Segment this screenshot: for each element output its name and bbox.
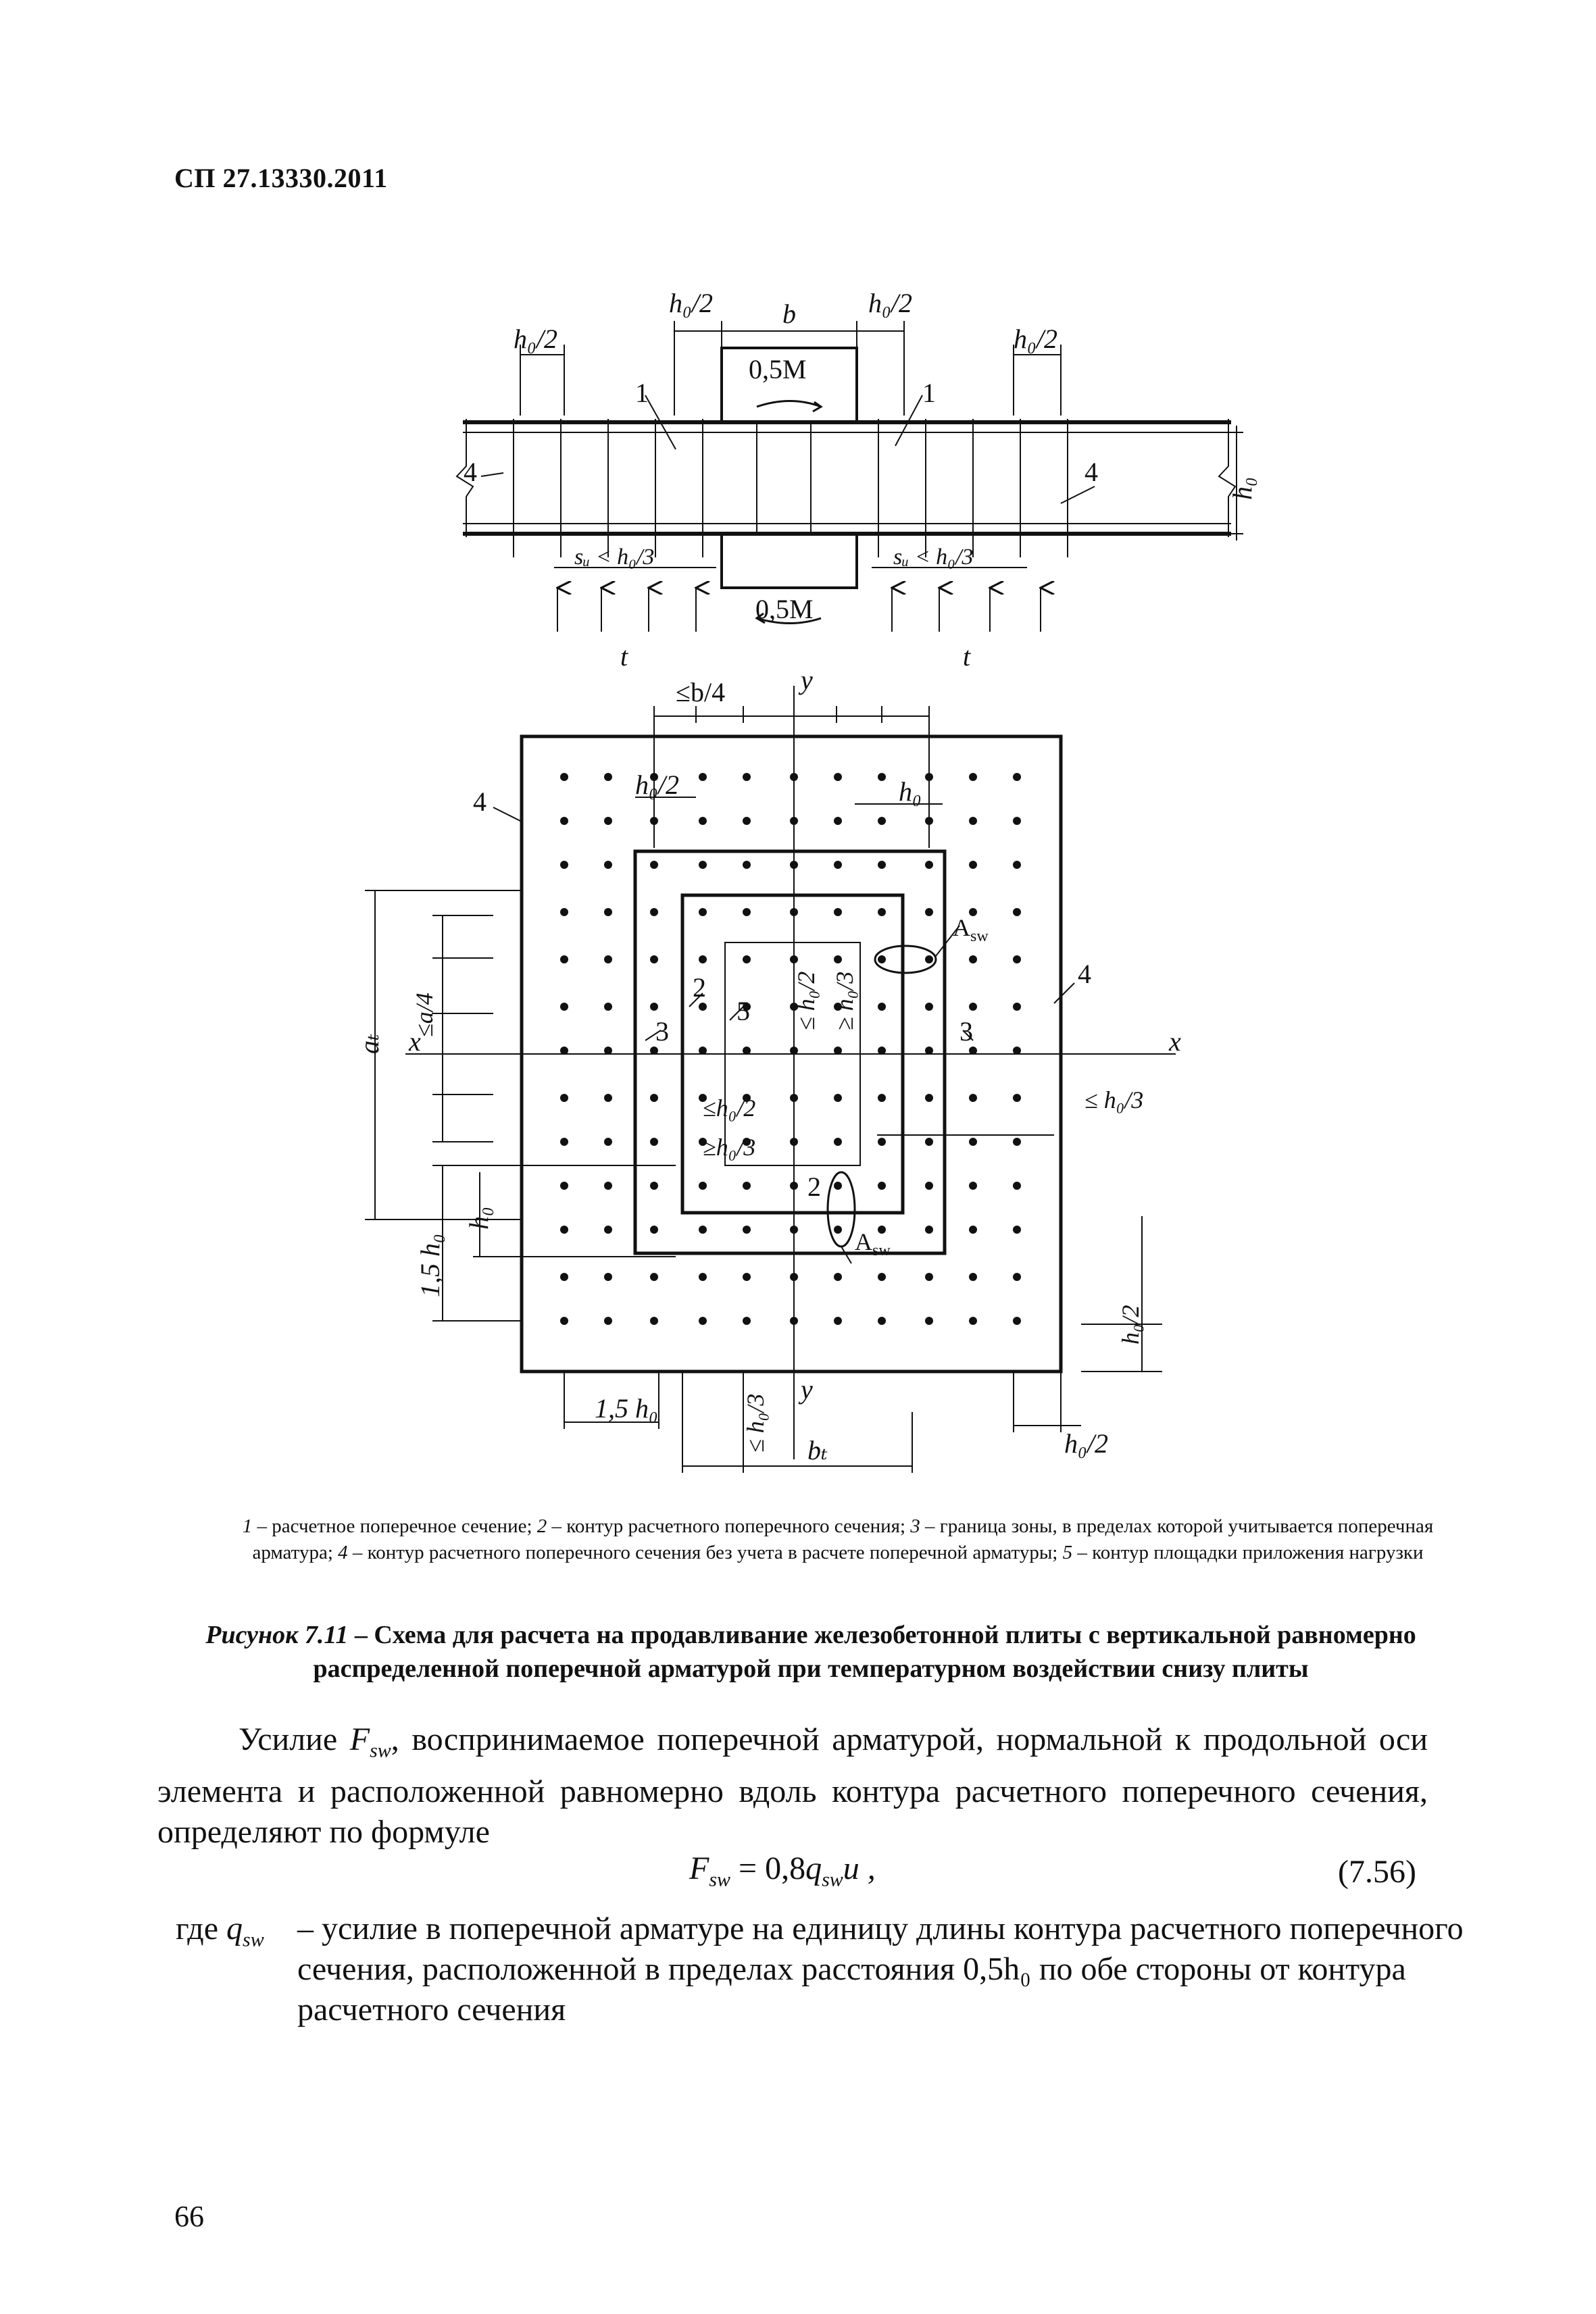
- formula-number: (7.56): [1338, 1854, 1416, 1890]
- label-1: 1: [922, 378, 936, 408]
- label-h0: h₀: [1227, 477, 1257, 500]
- label-1-5-h0: 1,5 h₀: [595, 1393, 658, 1424]
- section-view-labels: [464, 288, 1257, 672]
- where-variable-sub: sw: [243, 1928, 264, 1951]
- label-h0-half: h₀/2: [1064, 1428, 1109, 1459]
- label-h0-half: h₀/2: [635, 770, 680, 800]
- formula: [689, 1850, 876, 1892]
- label-le-h0-half: ≤h₀/2: [703, 1095, 756, 1122]
- label-h0-half: h₀/2: [1014, 324, 1058, 354]
- label-sw: sᵤ < h₀/3: [574, 545, 655, 570]
- formula-mid: = 0,8: [730, 1851, 806, 1886]
- label-4: 4: [464, 457, 477, 487]
- label-t: t: [620, 641, 628, 672]
- label-le-a-quarter: ≤a/4: [411, 992, 438, 1037]
- body-paragraph: [157, 1719, 1428, 1853]
- label-t: t: [963, 641, 971, 672]
- label-y-axis: y: [801, 665, 813, 695]
- label-x-axis: x: [409, 1026, 421, 1057]
- section-view: [457, 321, 1243, 632]
- label-5: 5: [737, 996, 750, 1026]
- label-4: 4: [1084, 457, 1098, 487]
- label-h0-half: h₀/2: [669, 288, 714, 318]
- legend-number: 5: [1062, 1542, 1073, 1563]
- label-le-h0-half: ≤ h₀/2: [793, 971, 820, 1030]
- label-moment: 0,5M: [749, 354, 807, 384]
- label-asw-top: $A_{sw}$: [953, 914, 989, 945]
- formula-q-sub: sw: [822, 1868, 843, 1891]
- label-2: 2: [693, 972, 706, 1003]
- label-y-axis: y: [801, 1374, 813, 1405]
- label-le-h0-third: ≤ h₀/3: [742, 1393, 769, 1453]
- label-h0-half: h₀/2: [514, 324, 558, 354]
- label-ge-h0-third: ≥h₀/3: [703, 1134, 756, 1161]
- page-number: 66: [174, 2200, 204, 2233]
- variable-subscript: sw: [370, 1739, 391, 1762]
- label-4: 4: [1078, 959, 1091, 989]
- label-1: 1: [635, 378, 649, 408]
- label-bt: bₜ: [807, 1435, 828, 1465]
- legend-text: – контур площадки приложения нагрузки: [1072, 1542, 1424, 1563]
- label-h0: h₀: [899, 776, 922, 807]
- plan-view-labels: [354, 665, 1181, 1465]
- para-text: Усилие: [239, 1721, 350, 1757]
- formula-lhs: F: [689, 1851, 709, 1886]
- label-1-5-h0: 1,5 h₀: [415, 1234, 445, 1297]
- where-lead: [176, 1909, 264, 1961]
- label-at: aₜ: [354, 1034, 384, 1054]
- formula-q: q: [805, 1851, 822, 1886]
- label-3: 3: [959, 1016, 973, 1047]
- legend-number: 1: [242, 1515, 253, 1537]
- label-b: b: [782, 299, 796, 329]
- label-3: 3: [655, 1016, 669, 1047]
- legend-number: 3: [910, 1515, 920, 1537]
- where-definition: – усилие в поперечной арматуре на единицу длины контура расчетного поперечного сечения, расположенной в пределах расстояния 0,5h₀ по обе стороны от контура расчетного сечения: [297, 1911, 1464, 2028]
- plan-rebar-dots: [560, 773, 1021, 1325]
- figure-caption: [169, 1618, 1453, 1686]
- figure-id: Рисунок 7.11: [205, 1621, 349, 1649]
- label-2: 2: [807, 1172, 821, 1202]
- formula-rhs: u ,: [843, 1851, 876, 1886]
- caption-text: – Схема для расчета на продавливание железобетонной плиты с вертикальной равномерно распределенной поперечной арматурой при температурном воздействии снизу плиты: [313, 1621, 1416, 1683]
- label-h0-half: h₀/2: [1117, 1305, 1144, 1344]
- where-word: где: [176, 1911, 227, 1946]
- label-b-quarter: ≤b/4: [676, 677, 726, 707]
- document-code: СП 27.13330.2011: [174, 163, 388, 193]
- label-sw: sᵤ < h₀/3: [893, 545, 974, 570]
- para-text: , воспринимаемое поперечной арматурой, нормальной к продольной оси элемента и расположенной равномерно вдоль контура расчетного поперечного сечения, определяют по формуле: [157, 1721, 1428, 1850]
- formula-lhs-sub: sw: [709, 1868, 731, 1891]
- label-asw-bottom: $A_{sw}$: [855, 1228, 891, 1259]
- label-4: 4: [473, 786, 487, 817]
- label-le-h0-third: ≤ h₀/3: [1084, 1086, 1144, 1113]
- legend-number: 2: [537, 1515, 547, 1537]
- legend-number: 4: [338, 1542, 348, 1563]
- legend-text: – контур расчетного поперечного сечения без учета в расчете поперечной арматуры;: [347, 1542, 1063, 1563]
- plan-view: [365, 686, 1176, 1473]
- legend-text: – контур расчетного поперечного сечения;: [547, 1515, 911, 1537]
- label-h0: h₀: [464, 1207, 494, 1230]
- figure-legend: [223, 1513, 1453, 1566]
- where-variable: q: [226, 1911, 243, 1946]
- label-h0-half: h₀/2: [868, 288, 913, 318]
- legend-text: – расчетное поперечное сечение;: [252, 1515, 537, 1537]
- label-x-axis: x: [1169, 1026, 1181, 1057]
- label-moment: 0,5M: [755, 594, 814, 624]
- variable: F: [349, 1721, 370, 1757]
- legend-text: – граница зоны, в пределах которой учитывается поперечная арматура;: [252, 1515, 1434, 1563]
- label-ge-h0-third: ≥ h₀/3: [831, 971, 858, 1030]
